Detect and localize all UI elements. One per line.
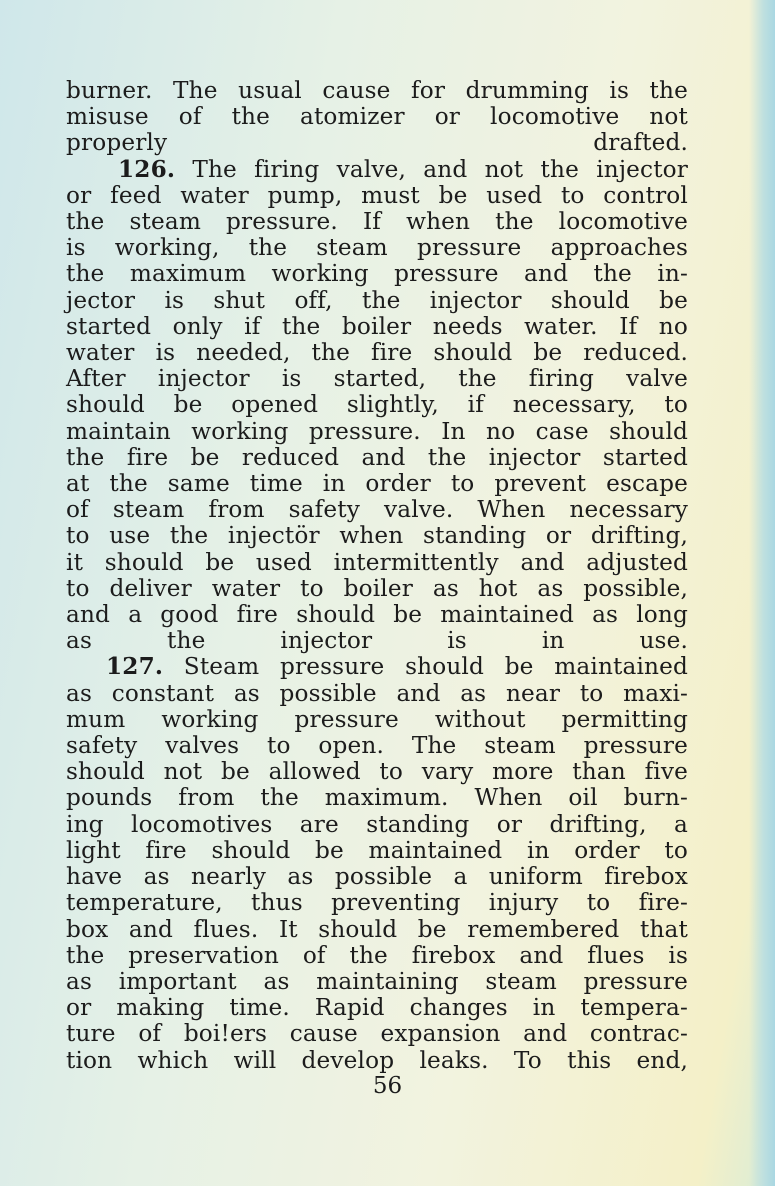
paragraph-126: [66, 157, 688, 629]
text-line: tion which will develop leaks. To this end,: [66, 1046, 688, 1074]
text-line: the fire be reduced and the injector started: [66, 443, 688, 471]
text-line: as the injector is in use.: [66, 627, 688, 655]
text-line: misuse of the atomizer or locomotive not: [66, 103, 688, 131]
text-line: After injector is started, the firing valve: [66, 365, 688, 393]
text-line: ing locomotives are standing or drifting, a: [66, 810, 688, 838]
text-line: is working, the steam pressure approaches: [66, 234, 688, 262]
paragraph-127: [66, 654, 688, 1073]
page-edge: [749, 0, 775, 1186]
text-line: temperature, thus preventing injury to fire-: [66, 889, 688, 917]
page-text: [66, 78, 688, 1074]
paragraph-continuation-last: [66, 130, 688, 156]
page-number: 56: [372, 1073, 403, 1099]
text-line: [66, 157, 688, 183]
paragraph-number: 126.: [118, 155, 176, 183]
text-line: as important as maintaining steam pressure: [66, 967, 688, 995]
text-line: it should be used intermittently and adjusted: [66, 548, 688, 576]
paragraph-number: 127.: [106, 653, 164, 681]
text-line: pounds from the maximum. When oil burn-: [66, 784, 688, 812]
text-line: mum working pressure without permitting: [66, 705, 688, 733]
text-line: [66, 654, 688, 680]
text-line: light fire should be maintained in order to: [66, 836, 688, 864]
text-line: water is needed, the fire should be reduced.: [66, 339, 688, 367]
text-line: have as nearly as possible a uniform firebox: [66, 863, 688, 891]
text-line: safety valves to open. The steam pressure: [66, 732, 688, 760]
paragraph-continuation: [66, 78, 688, 130]
text-line: burner. The usual cause for drumming is the: [66, 77, 688, 104]
text-line: to use the injectör when standing or drifting,: [66, 522, 688, 550]
text-line: should be opened slightly, if necessary, to: [66, 391, 688, 419]
text-line: box and flues. It should be remembered that: [66, 915, 688, 943]
text-line-content: The firing valve, and not the injector: [192, 155, 688, 183]
text-line: and a good fire should be maintained as long: [66, 601, 688, 629]
text-line: or feed water pump, must be used to control: [66, 181, 688, 209]
text-line: to deliver water to boiler as hot as possible,: [66, 574, 688, 602]
text-line: or making time. Rapid changes in tempera-: [66, 994, 688, 1022]
text-line: started only if the boiler needs water. If no: [66, 312, 688, 340]
text-line: the steam pressure. If when the locomotive: [66, 208, 688, 236]
text-line: at the same time in order to prevent escape: [66, 470, 688, 498]
text-line: properly drafted.: [66, 129, 688, 157]
text-line: should not be allowed to vary more than five: [66, 758, 688, 786]
text-line: ture of boi!ers cause expansion and contrac-: [66, 1020, 688, 1048]
text-line: the maximum working pressure and the in-: [66, 260, 688, 288]
text-line-content: Steam pressure should be maintained: [183, 653, 688, 681]
text-line: as constant as possible and as near to maxi-: [66, 679, 688, 707]
paragraph-126-last: [66, 628, 688, 654]
text-line: maintain working pressure. In no case should: [66, 417, 688, 445]
text-line: the preservation of the firebox and flues is: [66, 941, 688, 969]
text-line: of steam from safety valve. When necessary: [66, 496, 688, 524]
text-line: jector is shut off, the injector should be: [66, 286, 688, 314]
